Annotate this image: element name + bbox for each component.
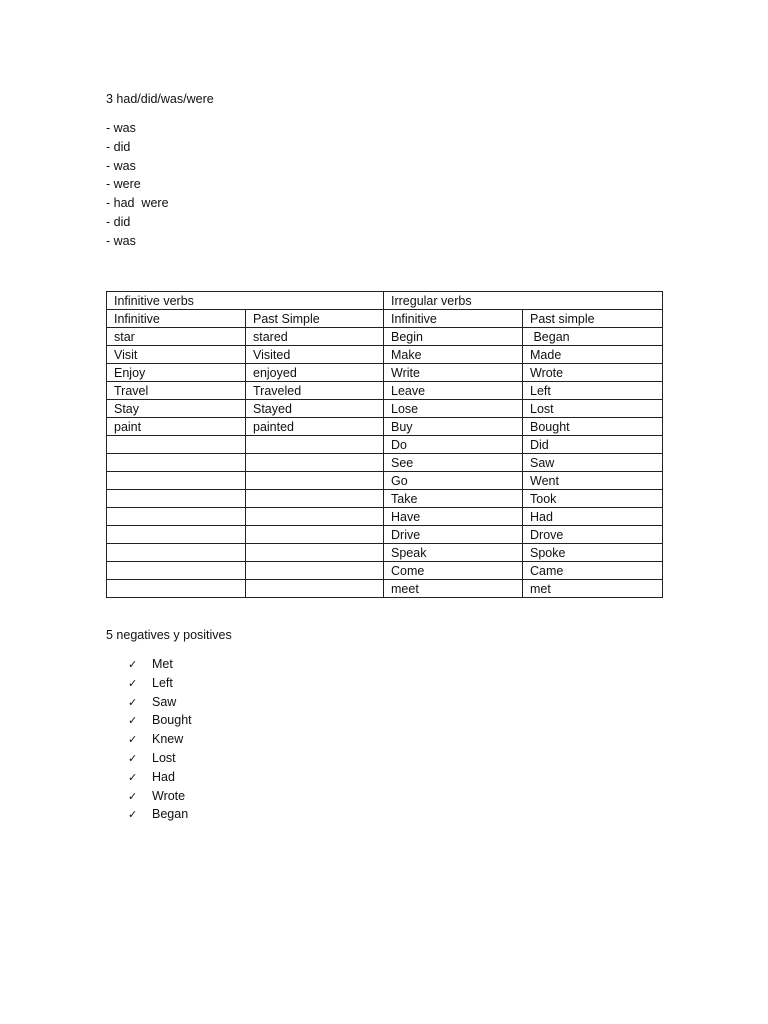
list-item-label: Knew bbox=[152, 732, 184, 747]
table-cell: Made bbox=[523, 346, 663, 364]
table-cell: Drove bbox=[523, 526, 663, 544]
list-item bbox=[128, 749, 192, 768]
table-cell: Buy bbox=[384, 418, 523, 436]
table-row bbox=[107, 508, 663, 526]
checkmark-icon: ✓ bbox=[128, 751, 138, 765]
table-cell: paint bbox=[107, 418, 246, 436]
table-cell: Take bbox=[384, 490, 523, 508]
list-item-label: Had bbox=[152, 769, 175, 784]
table-cell bbox=[246, 544, 384, 562]
table-cell: Saw bbox=[523, 454, 663, 472]
table-cell: Speak bbox=[384, 544, 523, 562]
list-item-label: Wrote bbox=[152, 788, 186, 803]
table-cell bbox=[246, 580, 384, 598]
table-cell: star bbox=[107, 328, 246, 346]
table-cell: Went bbox=[523, 472, 663, 490]
checkmark-list bbox=[128, 655, 192, 824]
table-cell bbox=[107, 454, 246, 472]
table-cell: met bbox=[523, 580, 663, 598]
list-item bbox=[128, 730, 192, 749]
table-cell bbox=[107, 436, 246, 454]
table-cell bbox=[246, 436, 384, 454]
table-row bbox=[107, 400, 663, 418]
table-row bbox=[107, 472, 663, 490]
list-item bbox=[128, 787, 192, 806]
table-row bbox=[107, 436, 663, 454]
table-cell: Come bbox=[384, 562, 523, 580]
section-3-heading: 3 had/did/was/were bbox=[106, 92, 214, 106]
table-cell bbox=[107, 472, 246, 490]
list-item: - did bbox=[106, 214, 131, 229]
table-cell bbox=[107, 562, 246, 580]
list-item: - did bbox=[106, 139, 131, 154]
table-cell bbox=[107, 508, 246, 526]
table-row bbox=[107, 526, 663, 544]
table-cell bbox=[246, 490, 384, 508]
list-item-label: Left bbox=[152, 675, 173, 690]
table-cell: Visited bbox=[246, 346, 384, 364]
table-cell: See bbox=[384, 454, 523, 472]
checkmark-icon: ✓ bbox=[128, 658, 138, 671]
table-cell: Spoke bbox=[523, 544, 663, 562]
table-cell: enjoyed bbox=[246, 364, 384, 382]
table-cell bbox=[107, 526, 246, 544]
table-cell: Leave bbox=[384, 382, 523, 400]
table-row bbox=[107, 580, 663, 598]
table-cell: Visit bbox=[107, 346, 246, 364]
list-item: - were bbox=[106, 177, 141, 192]
table-cell: Did bbox=[523, 436, 663, 454]
table-cell bbox=[246, 526, 384, 544]
column-header: Past Simple bbox=[246, 310, 384, 328]
table-cell bbox=[246, 454, 384, 472]
answer-list bbox=[106, 119, 169, 251]
table-row bbox=[107, 382, 663, 400]
checkmark-icon: ✓ bbox=[128, 676, 138, 690]
checkmark-icon: ✓ bbox=[128, 695, 138, 709]
list-item-label: Saw bbox=[152, 694, 177, 709]
table-cell: Had bbox=[523, 508, 663, 526]
checkmark-icon: ✓ bbox=[128, 808, 138, 822]
group-header-infinitive-verbs: Infinitive verbs bbox=[107, 292, 384, 310]
checkmark-icon: ✓ bbox=[128, 770, 138, 784]
checkmark-icon: ✓ bbox=[128, 733, 138, 747]
table-row bbox=[107, 454, 663, 472]
table-cell: Write bbox=[384, 364, 523, 382]
table-cell: Begin bbox=[384, 328, 523, 346]
table-cell: Took bbox=[523, 490, 663, 508]
table-row bbox=[107, 562, 663, 580]
table-cell: Stayed bbox=[246, 400, 384, 418]
table-row bbox=[107, 418, 663, 436]
list-item-label: Began bbox=[152, 807, 189, 822]
list-item: - was bbox=[106, 158, 136, 173]
verb-table bbox=[106, 291, 663, 598]
table-row bbox=[107, 346, 663, 364]
table-row bbox=[107, 328, 663, 346]
table-cell: stared bbox=[246, 328, 384, 346]
table-cell: Came bbox=[523, 562, 663, 580]
table-row bbox=[107, 544, 663, 562]
table-cell: Drive bbox=[384, 526, 523, 544]
table-cell bbox=[246, 472, 384, 490]
table-cell bbox=[107, 580, 246, 598]
list-item bbox=[128, 674, 192, 693]
column-header: Infinitive bbox=[107, 310, 246, 328]
list-item bbox=[128, 655, 192, 674]
table-cell bbox=[107, 490, 246, 508]
table-cell: Lose bbox=[384, 400, 523, 418]
table-cell: Wrote bbox=[523, 364, 663, 382]
section-5-heading: 5 negatives y positives bbox=[106, 628, 232, 642]
list-item: - had were bbox=[106, 196, 169, 211]
table-cell: Traveled bbox=[246, 382, 384, 400]
table-cell: meet bbox=[384, 580, 523, 598]
table-cell: Bought bbox=[523, 418, 663, 436]
list-item: - was bbox=[106, 233, 136, 248]
list-item bbox=[128, 805, 192, 824]
table-cell bbox=[107, 544, 246, 562]
column-header-row bbox=[107, 310, 663, 328]
column-header: Infinitive bbox=[384, 310, 523, 328]
list-item-label: Bought bbox=[152, 713, 192, 728]
table-cell: Have bbox=[384, 508, 523, 526]
list-item-label: Met bbox=[152, 657, 173, 671]
checkmark-icon: ✓ bbox=[128, 714, 138, 728]
table-cell: painted bbox=[246, 418, 384, 436]
list-item-label: Lost bbox=[152, 750, 176, 765]
table-row bbox=[107, 364, 663, 382]
group-header-irregular-verbs: Irregular verbs bbox=[384, 292, 663, 310]
table-cell: Stay bbox=[107, 400, 246, 418]
list-item bbox=[128, 711, 192, 730]
table-cell: Enjoy bbox=[107, 364, 246, 382]
table-row bbox=[107, 490, 663, 508]
table-cell: Do bbox=[384, 436, 523, 454]
table-cell: Travel bbox=[107, 382, 246, 400]
list-item: - was bbox=[106, 121, 136, 135]
group-header-row bbox=[107, 292, 663, 310]
table-cell: Left bbox=[523, 382, 663, 400]
table-cell: Make bbox=[384, 346, 523, 364]
table-cell bbox=[246, 562, 384, 580]
checkmark-icon: ✓ bbox=[128, 789, 138, 803]
list-item bbox=[128, 768, 192, 787]
table-cell: Lost bbox=[523, 400, 663, 418]
column-header: Past simple bbox=[523, 310, 663, 328]
table-cell bbox=[246, 508, 384, 526]
table-cell: Go bbox=[384, 472, 523, 490]
list-item bbox=[128, 693, 192, 712]
table-cell: Began bbox=[523, 328, 663, 346]
